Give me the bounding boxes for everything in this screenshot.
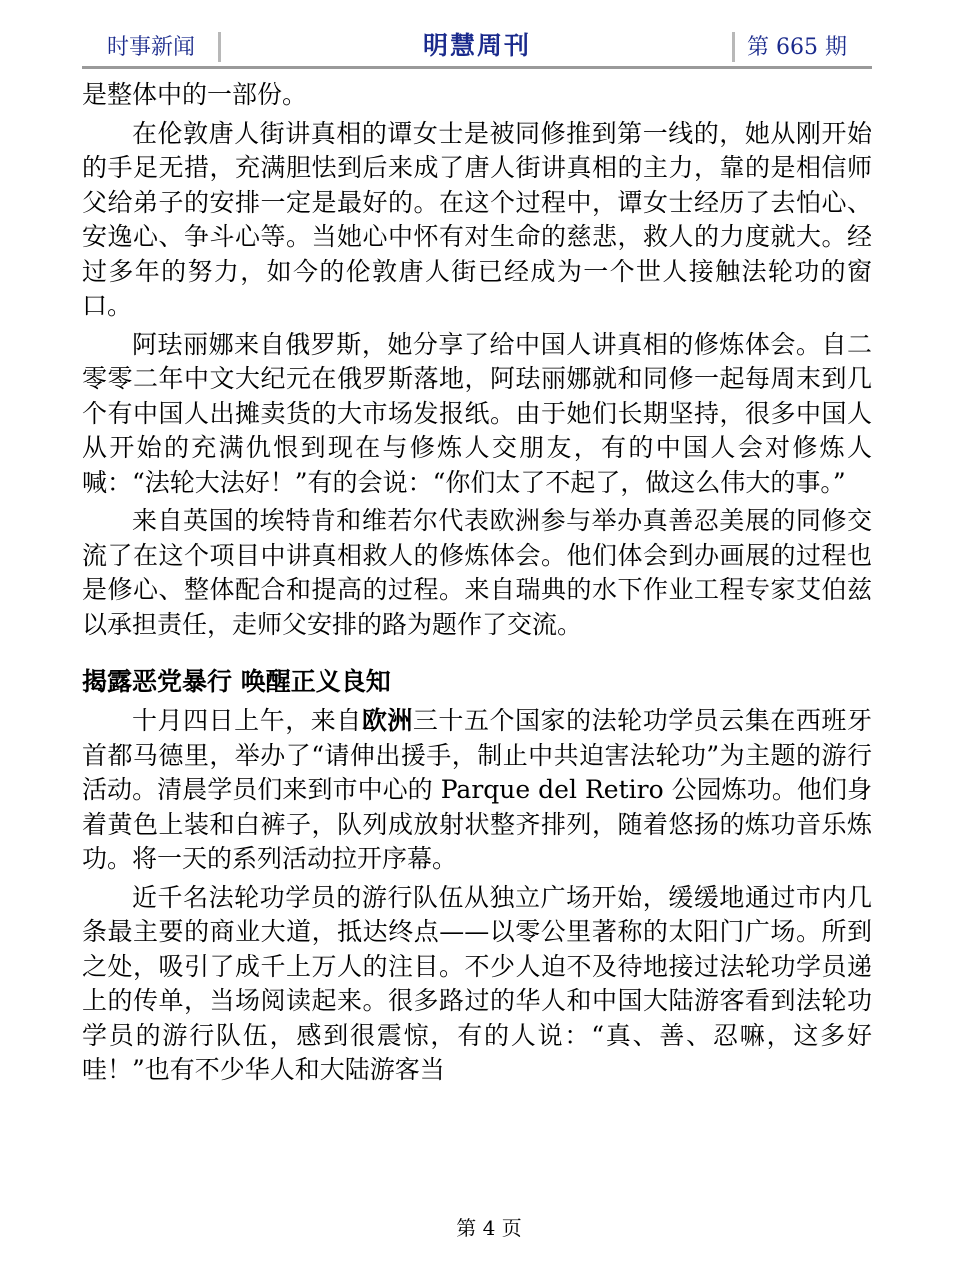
header-publication-title: 明慧周刊 <box>422 31 531 60</box>
paragraph-exhibition: 来自英国的埃特肯和维若尔代表欧洲参与举办真善忍美展的同修交流了在这个项目中讲真相救人的修炼体会。他们体会到办画展的过程也是修心、整体配合和提高的过程。来自瑞典的水下作业工程专家艾伯兹以承担责任，走师父安排的路为题作了交流。 <box>82 506 872 639</box>
paragraph-madrid <box>82 704 872 877</box>
paragraph-madrid-text-a: 十月四日上午，来自 <box>132 706 362 735</box>
page-header <box>82 22 872 68</box>
paragraph-madrid-text-b: 三十五个国家的法轮功学员云集在西班牙首都马德里，举办了“请伸出援手，制止中共迫害法轮功”为主题的游行活动。清晨学员们来到市中心的 Parque del Retiro 公园炼功。他们身着黄色上装和白裤子，队列成放射状整齐排列，随着悠扬的炼功音乐炼功。将一天的系列活动拉开序幕。 <box>82 706 872 873</box>
header-section-label: 时事新闻 <box>107 35 196 60</box>
highlight-europe: 欧洲 <box>361 706 413 735</box>
header-rule <box>82 66 872 69</box>
article-body <box>82 78 872 1088</box>
paragraph-parade: 近千名法轮功学员的游行队伍从独立广场开始，缓缓地通过市内几条最主要的商业大道，抵达终点——以零公里著称的太阳门广场。所到之处，吸引了成千上万人的注目。不少人迫不及待地接过法轮功学员递上的传单，当场阅读起来。很多路过的华人和中国大陆游客看到法轮功学员的游行队伍，感到很震惊，有的人说：“真、善、忍嘛，这多好哇！”也有不少华人和大陆游客当 <box>82 882 872 1084</box>
paragraph-russia: 阿珐丽娜来自俄罗斯，她分享了给中国人讲真相的修炼体会。自二零零二年中文大纪元在俄罗斯落地，阿珐丽娜就和同修一起每周末到几个有中国人出摊卖货的大市场发报纸。由于她们长期坚持，很多中国人从开始的充满仇恨到现在与修炼人交朋友，有的中国人会对修炼人喊：“法轮大法好！”有的会说：“你们太了不起了，做这么伟大的事。” <box>82 329 872 497</box>
header-separator <box>732 32 735 62</box>
paragraph-continuation: 是整体中的一部份。 <box>82 80 308 109</box>
paragraph-london: 在伦敦唐人街讲真相的谭女士是被同修推到第一线的，她从刚开始的手足无措，充满胆怯到后来成了唐人街讲真相的主力，靠的是相信师父给弟子的安排一定是最好的。在这个过程中，谭女士经历了去怕心、安逸心、争斗心等。当她心中怀有对生命的慈悲，救人的力度就大。经过多年的努力，如今的伦敦唐人街已经成为一个世人接触法轮功的窗口。 <box>82 118 872 320</box>
page-number: 第 4 页 <box>456 1216 522 1240</box>
header-issue-number: 第 665 期 <box>747 35 847 60</box>
section-heading: 揭露恶党暴行 唤醒正义良知 <box>82 667 391 696</box>
